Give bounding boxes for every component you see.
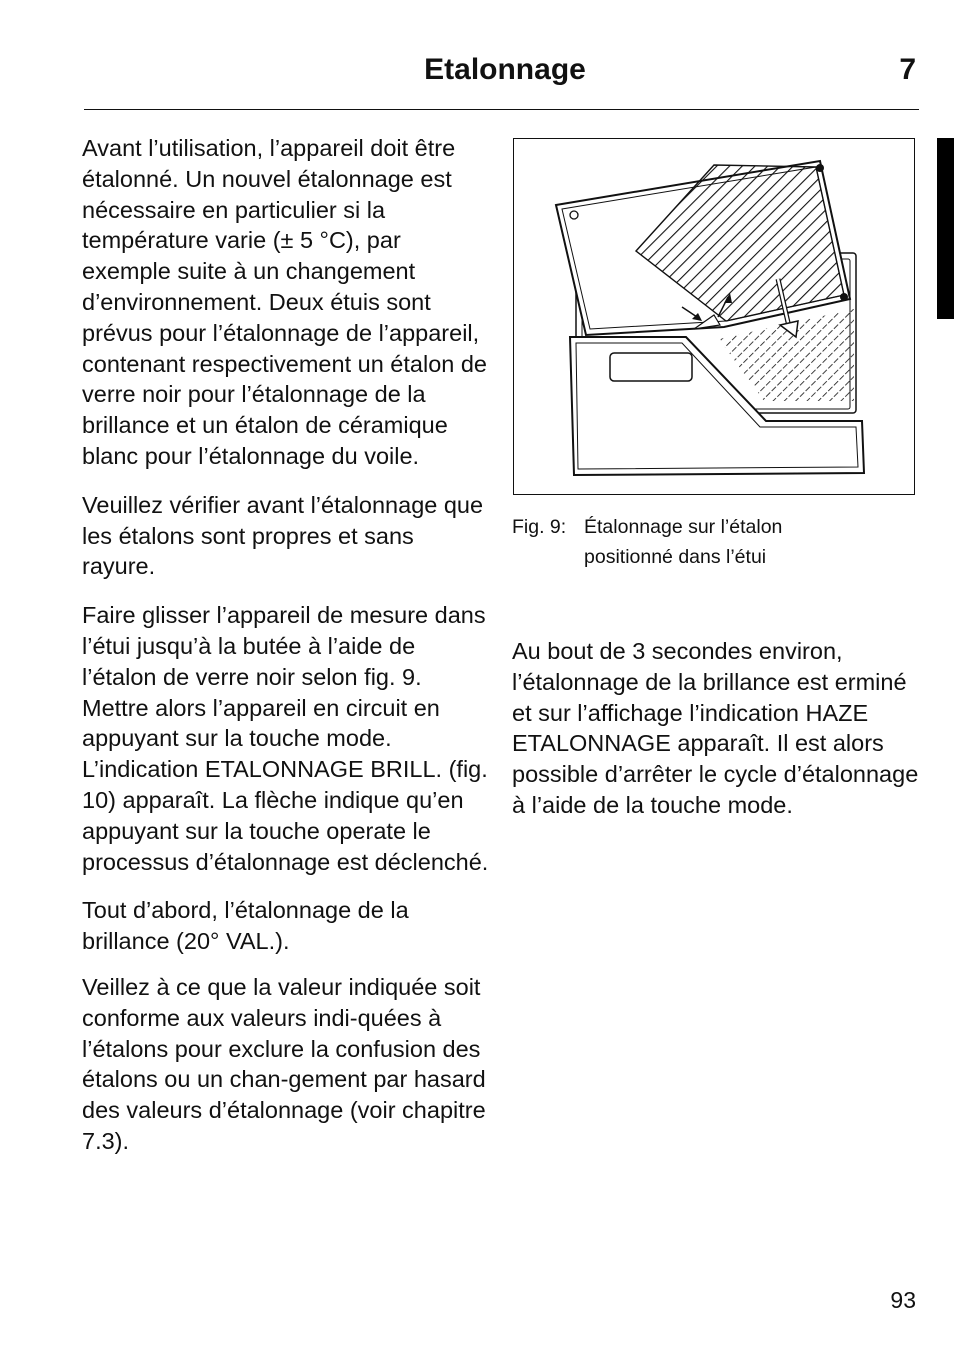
chapter-thumb-tab [937,138,954,319]
right-column [512,636,922,821]
header-divider [84,109,919,110]
figure-label: Fig. 9: [512,516,567,538]
page-title: Etalonnage [424,53,586,86]
caption-line: Étalonnage sur l’étalon [584,516,783,538]
caption-line: positionné dans l’étui [584,546,767,568]
paragraph: Veillez à ce que la valeur indiquée soit conforme aux valeurs indi-quées à l’étalons pour exclure la confusion des étalons ou un chan-gement par hasard des valeurs d’étalonnage (voir chapitre 7.3). [82,973,486,1154]
chapter-number: 7 [899,53,916,86]
paragraph: Veuillez vérifier avant l’étalonnage que les étalons sont propres et sans rayure. [82,491,484,580]
left-column [82,133,492,1175]
paragraph: Avant l’utilisation, l’appareil doit être étalonné. Un nouvel étalonnage est nécessaire en particulier si la température varie (± 5 °C), par exemple suite à un changement d’environnement. Deux étuis sont prévus pour l’étalonnage de l’appareil, contenant respectivement un étalon de verre noir pour l’étalonnage de la brillance et un étalon de céramique blanc pour l’étalonnage du voile. [82,135,487,469]
figure-9-illustration [513,138,915,495]
page-number: 93 [890,1287,916,1313]
figure-caption-text [584,512,904,572]
paragraph: Au bout de 3 secondes environ, l’étalonnage de la brillance est erminé et sur l’affichage l’indication HAZE ETALONNAGE apparaît. Il est alors possible d’arrêter le cycle d’étalonnage à l’aide de la touche mode. [512,638,919,818]
paragraph: Tout d’abord, l’étalonnage de la brillance (20° VAL.). [82,897,409,955]
paragraph: Faire glisser l’appareil de mesure dans l’étui jusqu’à la butée à l’aide de l’étalon de verre noir selon fig. 9. Mettre alors l’appareil en circuit en appuyant sur la touche mode. L’indication ETALONNAGE BRILL. (fig. 10) apparaît. La flèche indique qu’en appuyant sur la touche operate le processus d’étalonnage est déclenché. [82,602,489,875]
calibration-case-drawing [514,139,913,493]
